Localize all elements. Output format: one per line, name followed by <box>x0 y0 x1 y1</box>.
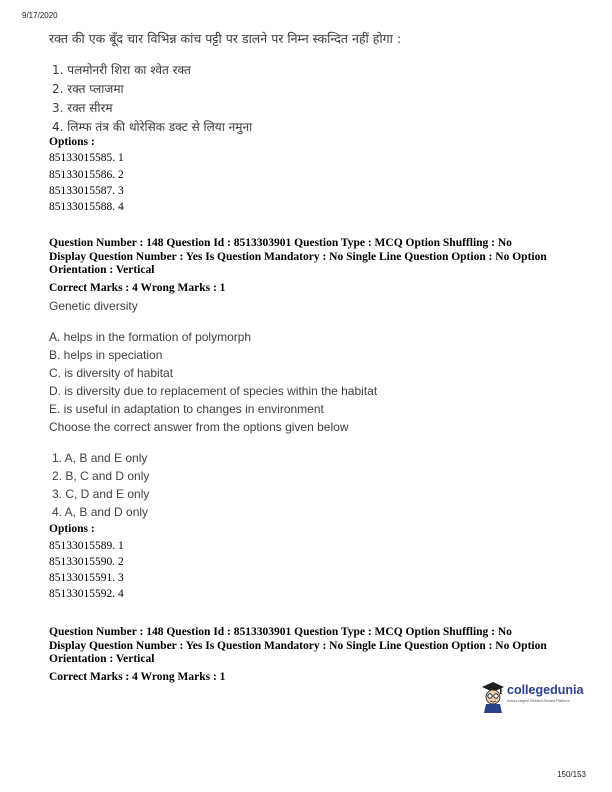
question-meta-line: Display Question Number : Yes Is Question Mandatory : No Single Line Question Option : No Option <box>49 250 547 263</box>
option-id: 85133015590. 2 <box>49 556 124 568</box>
answer-choice: 3. C, D and E only <box>52 487 150 501</box>
question-text: Genetic diversity <box>49 299 138 313</box>
option-id: 85133015591. 3 <box>49 572 124 584</box>
print-date: 9/17/2020 <box>22 11 58 20</box>
options-label: Options : <box>49 523 95 535</box>
answer-choice: 4. A, B and D only <box>52 505 149 519</box>
option-id: 85133015585. 1 <box>49 152 124 164</box>
hindi-option: 1. पलमोनरी शिरा का श्वेत रक्त <box>52 63 191 77</box>
statement: C. is diversity of habitat <box>49 366 174 380</box>
question-meta <box>49 626 589 667</box>
hindi-option: 4. लिम्फ तंत्र की थोरेसिक डक्ट से लिया नमुना <box>52 120 253 134</box>
marks-info: Correct Marks : 4 Wrong Marks : 1 <box>49 671 226 683</box>
statement: A. helps in the formation of polymorph <box>49 330 252 344</box>
logo-name: collegedunia <box>507 683 584 697</box>
answer-choice: 1. A, B and E only <box>52 451 148 465</box>
marks-info: Correct Marks : 4 Wrong Marks : 1 <box>49 282 226 294</box>
option-id: 85133015587. 3 <box>49 185 124 197</box>
statement: E. is useful in adaptation to changes in environment <box>49 402 324 416</box>
answer-choice: 2. B, C and D only <box>52 469 150 483</box>
question-meta <box>49 237 589 278</box>
question-meta-line: Orientation : Vertical <box>49 653 155 665</box>
options-label: Options : <box>49 136 95 148</box>
option-id: 85133015589. 1 <box>49 540 124 552</box>
question-meta-line: Question Number : 148 Question Id : 8513303901 Question Type : MCQ Option Shuffling : No <box>49 626 512 638</box>
logo-tagline: India's largest Student Review Platform <box>507 699 570 703</box>
page-number: 150/153 <box>557 770 586 779</box>
instruction-text: Choose the correct answer from the options given below <box>49 420 349 434</box>
question-meta-line: Display Question Number : Yes Is Question Mandatory : No Single Line Question Option : No Option <box>49 639 547 652</box>
mascot-icon <box>480 680 506 714</box>
question-text-hindi: रक्त की एक बूँद चार विभिन्न कांच पट्टी पर डालने पर निम्न स्कन्दित नहीं होगा : <box>49 31 402 46</box>
question-meta-line: Question Number : 148 Question Id : 8513303901 Question Type : MCQ Option Shuffling : No <box>49 237 512 249</box>
statement: D. is diversity due to replacement of species within the habitat <box>49 384 378 398</box>
option-id: 85133015592. 4 <box>49 588 124 600</box>
question-meta-line: Orientation : Vertical <box>49 264 155 276</box>
option-id: 85133015586. 2 <box>49 169 124 181</box>
hindi-option: 2. रक्त प्लाजमा <box>52 82 124 96</box>
collegedunia-logo <box>480 680 584 714</box>
statement: B. helps in speciation <box>49 348 163 362</box>
hindi-option: 3. रक्त सीरम <box>52 101 113 115</box>
option-id: 85133015588. 4 <box>49 201 124 213</box>
